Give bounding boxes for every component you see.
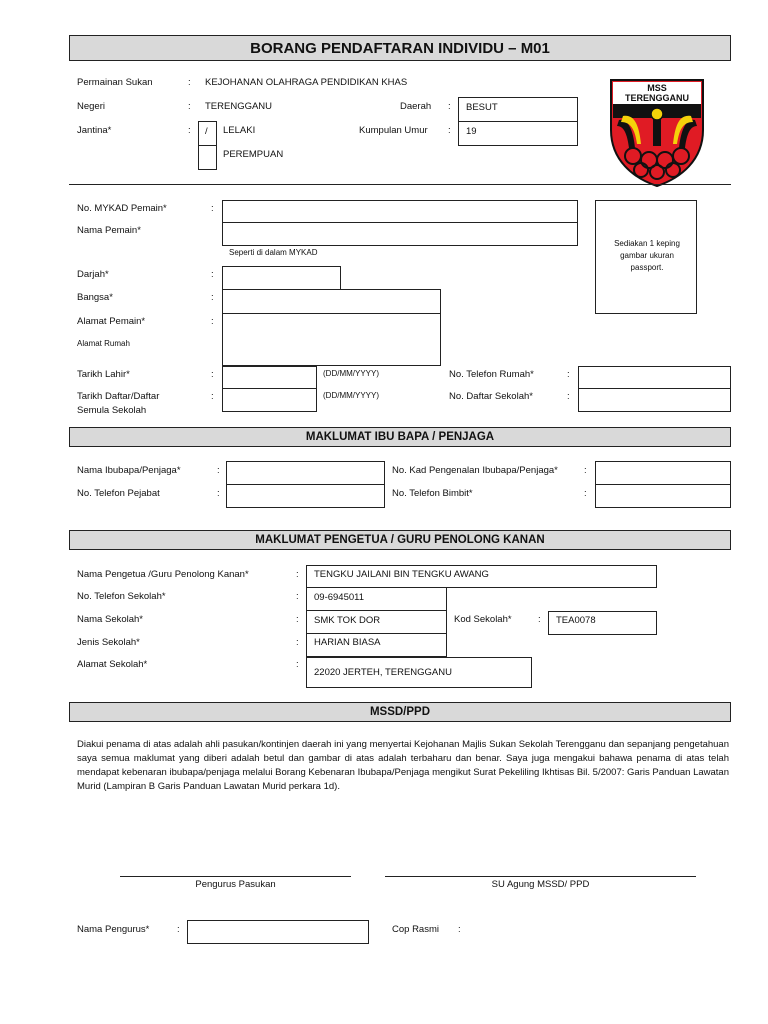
alamat-rumah-label: Alamat Rumah: [77, 339, 130, 348]
nama-pengurus-field[interactable]: [187, 920, 369, 944]
colon: :: [188, 125, 191, 136]
colon: :: [584, 488, 587, 499]
nama-hint: Seperti di dalam MYKAD: [229, 248, 318, 257]
photo-instruction: Sediakan 1 keping gambar ukuran passport.: [614, 239, 680, 272]
daftar-sekolah-field[interactable]: [578, 388, 731, 412]
colon: :: [296, 637, 299, 648]
pengetua-section-title: MAKLUMAT PENGETUA / GURU PENOLONG KANAN: [255, 534, 545, 546]
daftar-sekolah-label: No. Daftar Sekolah*: [449, 391, 533, 402]
lelaki-checkbox[interactable]: [198, 121, 217, 146]
tarikh-daftar-field[interactable]: [222, 388, 317, 412]
colon: :: [296, 614, 299, 625]
colon: :: [584, 465, 587, 476]
colon: :: [448, 125, 451, 136]
nama-pengetua-value: TENGKU JAILANI BIN TENGKU AWANG: [314, 569, 489, 580]
mykad-field[interactable]: [222, 200, 578, 223]
telefon-rumah-label: No. Telefon Rumah*: [449, 369, 534, 380]
kumpulan-umur-label: Kumpulan Umur: [359, 125, 428, 136]
parent-section-banner: [69, 427, 731, 447]
tel-sekolah-label: No. Telefon Sekolah*: [77, 591, 166, 602]
alamat-sekolah-value: 22020 JERTEH, TERENGGANU: [314, 667, 452, 678]
section-divider: [69, 184, 731, 185]
perempuan-label: PEREMPUAN: [223, 149, 284, 160]
lelaki-check-mark: /: [205, 126, 208, 137]
tel-pejabat-label: No. Telefon Pejabat: [77, 488, 160, 499]
declaration-text: Diakui penama di atas adalah ahli pasukan/kontinjen daerah ini yang menyertai Kejohanan Majlis Sukan Sekolah Terengganu dan sepanjang pengetahuan saya semua maklumat yang diberi adalah betul dan gambar di atas adalah terbaharu dan benar. Saya juga mengakui bahawa penama di atas telah mendapat kebenaran ibubapa/penjaga melalui Borang Kebenaran Ibubapa/Penjaga mengikut Surat Pekeliling Ikhtisas Bil. 5/2007: Garis Panduan Lawatan Murid (Lampiran B Garis Panduan Lawatan Murid perkara 1d).: [77, 739, 729, 792]
tel-sekolah-field[interactable]: [306, 587, 447, 611]
jenis-sekolah-label: Jenis Sekolah*: [77, 637, 140, 648]
mssd-section-banner: [69, 702, 731, 722]
tarikh-daftar-label-line2: Semula Sekolah: [77, 405, 147, 416]
alamat-sekolah-field[interactable]: [306, 657, 532, 688]
jenis-sekolah-value: HARIAN BIASA: [314, 637, 381, 648]
permainan-label: Permainan Sukan: [77, 77, 153, 88]
bangsa-label: Bangsa*: [77, 292, 113, 303]
daerah-value: BESUT: [466, 102, 498, 113]
telefon-rumah-field[interactable]: [578, 366, 731, 389]
kod-sekolah-label: Kod Sekolah*: [454, 614, 512, 625]
mssd-section-title: MSSD/PPD: [369, 706, 431, 718]
colon: :: [567, 369, 570, 380]
colon: :: [538, 614, 541, 625]
kod-sekolah-value: TEA0078: [556, 615, 596, 626]
colon: :: [448, 101, 451, 112]
kod-sekolah-field[interactable]: [548, 611, 657, 635]
darjah-label: Darjah*: [77, 269, 109, 280]
nama-ibubapa-label: Nama Ibubapa/Penjaga*: [77, 465, 181, 476]
su-agung-label: SU Agung MSSD/ PPD: [491, 879, 590, 890]
cop-rasmi-label: Cop Rasmi: [392, 924, 439, 935]
lelaki-label: LELAKI: [223, 125, 256, 136]
logo-line1: MSS: [647, 83, 667, 93]
daerah-field[interactable]: [458, 97, 578, 122]
nama-pemain-field[interactable]: [222, 222, 578, 246]
nama-pengetua-label: Nama Pengetua /Guru Penolong Kanan*: [77, 569, 249, 580]
su-agung-signature-line: [385, 876, 696, 877]
colon: :: [296, 569, 299, 580]
colon: :: [177, 924, 180, 935]
nama-sekolah-label: Nama Sekolah*: [77, 614, 144, 625]
kp-ibubapa-field[interactable]: [595, 461, 731, 485]
negeri-value: TERENGGANU: [205, 101, 273, 112]
colon: :: [567, 391, 570, 402]
colon: :: [211, 292, 214, 303]
mykad-label: No. MYKAD Pemain*: [77, 203, 167, 214]
tarikh-daftar-label: Tarikh Daftar/Daftar: [77, 391, 160, 402]
form-title: BORANG PENDAFTARAN INDIVIDU – M01: [250, 40, 550, 57]
kp-ibubapa-label: No. Kad Pengenalan Ibubapa/Penjaga*: [392, 465, 558, 476]
tarikh-lahir-field[interactable]: [222, 366, 317, 389]
colon: :: [211, 391, 214, 402]
nama-sekolah-field[interactable]: [306, 610, 447, 634]
colon: :: [211, 203, 214, 214]
jenis-sekolah-field[interactable]: [306, 633, 447, 657]
tarikh-daftar-format: (DD/MM/YYYY): [323, 391, 379, 400]
nama-sekolah-value: SMK TOK DOR: [314, 615, 381, 626]
form-title-banner: [69, 35, 731, 61]
photo-box[interactable]: [595, 200, 697, 314]
bangsa-field[interactable]: [222, 289, 441, 314]
colon: :: [296, 591, 299, 602]
kumpulan-umur-field[interactable]: [458, 121, 578, 146]
perempuan-checkbox[interactable]: [198, 145, 217, 170]
colon: :: [296, 659, 299, 670]
tarikh-lahir-format: (DD/MM/YYYY): [323, 369, 379, 378]
nama-pengetua-field[interactable]: [306, 565, 657, 588]
tel-pejabat-field[interactable]: [226, 484, 385, 508]
tel-bimbit-field[interactable]: [595, 484, 731, 508]
negeri-label: Negeri: [77, 101, 105, 112]
colon: :: [188, 77, 191, 88]
colon: :: [211, 369, 214, 380]
pengetua-section-banner: [69, 530, 731, 550]
daerah-label: Daerah: [400, 101, 432, 112]
jantina-label: Jantina*: [77, 125, 112, 136]
colon: :: [217, 465, 220, 476]
tel-sekolah-value: 09-6945011: [314, 592, 365, 603]
colon: :: [188, 101, 191, 112]
colon: :: [217, 488, 220, 499]
mss-terengganu-logo: [609, 78, 705, 188]
kumpulan-umur-value: 19: [466, 126, 477, 137]
colon: :: [458, 924, 461, 935]
colon: :: [211, 269, 214, 280]
alamat-pemain-field[interactable]: [222, 313, 441, 366]
nama-pemain-label: Nama Pemain*: [77, 225, 141, 236]
logo-line2: TERENGGANU: [624, 93, 690, 103]
alamat-pemain-label: Alamat Pemain*: [77, 316, 146, 327]
permainan-value: KEJOHANAN OLAHRAGA PENDIDIKAN KHAS: [205, 77, 408, 88]
tel-bimbit-label: No. Telefon Bimbit*: [392, 488, 473, 499]
alamat-sekolah-label: Alamat Sekolah*: [77, 659, 148, 670]
colon: :: [211, 316, 214, 327]
darjah-field[interactable]: [222, 266, 341, 290]
nama-pengurus-label: Nama Pengurus*: [77, 924, 150, 935]
tarikh-lahir-label: Tarikh Lahir*: [77, 369, 130, 380]
pengurus-signature-line: [120, 876, 351, 877]
pengurus-pasukan-label: Pengurus Pasukan: [195, 879, 276, 890]
parent-section-title: MAKLUMAT IBU BAPA / PENJAGA: [305, 431, 495, 443]
nama-ibubapa-field[interactable]: [226, 461, 385, 485]
